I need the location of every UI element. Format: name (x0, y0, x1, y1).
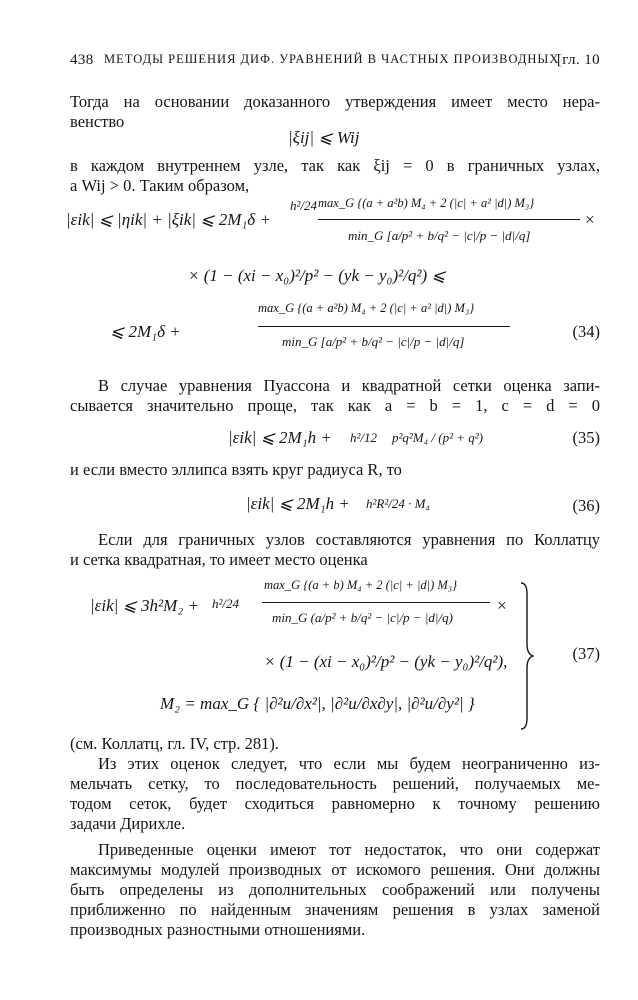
paragraph-line: мельчать сетку, то последовательность решений, получаемых ме- (70, 774, 600, 793)
paragraph-line: и сетка квадратная, то имеет место оценка (70, 550, 368, 569)
eq35-lhs: |εik| ⩽ 2M₁h + (228, 428, 332, 447)
eq34-fraction-bar-2 (258, 326, 510, 327)
page-number: 438 (70, 52, 94, 68)
eq34-denominator-2: min_G [a/p² + b/q² − |c|/p − |d|/q] (282, 334, 465, 349)
paragraph-line: быть определены из дополнительных соображений или получены (70, 880, 600, 899)
eq37-denominator: min_G (a/p² + b/q² − |c|/p − |d|/q) (272, 610, 453, 625)
eq34-numerator-2: max_G {(a + a²b) M₄ + 2 (|c| + a² |d|) M₃} (258, 301, 475, 315)
paragraph-line: венство (70, 112, 125, 131)
paragraph-line: задачи Дирихле. (70, 814, 186, 833)
paragraph-line: Тогда на основании доказанного утверждения имеет место нера- (70, 92, 600, 111)
eq35-coef: h²/12 (350, 430, 378, 445)
chapter-ref: [гл. 10 (556, 52, 600, 68)
paragraph-line: Если для граничных узлов составляются уравнения по Коллатцу (98, 530, 600, 549)
paragraph-line: Приведенные оценки имеют тот недостаток, что они содержат (98, 840, 600, 859)
eq37-coef: h²/24 (212, 596, 240, 611)
eq37-number: (37) (572, 644, 600, 663)
running-title: МЕТОДЫ РЕШЕНИЯ ДИФ. УРАВНЕНИЙ В ЧАСТНЫХ ПРОИЗВОДНЫХ (104, 52, 560, 66)
eq35-number: (35) (572, 428, 600, 447)
eq37-line2: × (1 − (xi − x₀)²/p² − (yk − y₀)²/q²), (264, 652, 508, 671)
paragraph-line: в каждом внутреннем узле, так как ξij = 0 в граничных узлах, (70, 156, 600, 175)
eq34-number: (34) (572, 322, 600, 341)
eq37-lhs: |εik| ⩽ 3h²M₂ + (90, 596, 199, 615)
eq37-fraction-bar (262, 602, 490, 603)
right-brace (520, 582, 534, 730)
eq36-fraction: h²R²/24 · M₄ (366, 496, 430, 511)
eq37-m2: M₂ = max_G { |∂²u/∂x²|, |∂²u/∂x∂y|, |∂²u/∂y²| } (160, 694, 475, 713)
eq37-numerator: max_G {(a + b) M₄ + 2 (|c| + |d|) M₃} (264, 578, 458, 592)
paragraph-line: максимумы модулей производных от искомого решения. Они должны (70, 860, 600, 879)
inequality-xi-w: |ξij| ⩽ Wij (288, 128, 360, 147)
eq34-line2: × (1 − (xi − x₀)²/p² − (yk − y₀)²/q²) ⩽ (188, 266, 446, 285)
eq34-times: × (584, 210, 596, 229)
eq34-denominator: min_G [a/p² + b/q² − |c|/p − |d|/q] (348, 228, 531, 243)
paragraph-line: тодом сеток, будет сходиться равномерно к точному решению (70, 794, 600, 813)
eq34-coef: h²/24 (290, 198, 318, 213)
reference-line: (см. Коллатц, гл. IV, стр. 281). (70, 734, 279, 753)
eq34-fraction-bar (318, 219, 580, 220)
eq34-line3-lhs: ⩽ 2M₁δ + (110, 322, 181, 341)
paragraph-line: сывается значительно проще, так как a = b = 1, c = d = 0 (70, 396, 600, 415)
paragraph-line: производных разностными отношениями. (70, 920, 366, 939)
paragraph-line: Из этих оценок следует, что если мы будем неограниченно из- (98, 754, 600, 773)
eq34-lhs: |εik| ⩽ |ηik| + |ξik| ⩽ 2M₁δ + (66, 210, 271, 229)
eq34-numerator: max_G {(a + a²b) M₄ + 2 (|c| + a² |d|) M₃} (318, 196, 535, 210)
paragraph-line: и если вместо эллипса взять круг радиуса R, то (70, 460, 402, 479)
paragraph-line: приближенно по найденным значениям решения в узлах заменой (70, 900, 600, 919)
eq37-times: × (496, 596, 508, 615)
eq36-lhs: |εik| ⩽ 2M₁h + (246, 494, 350, 513)
paragraph-line: а Wij > 0. Таким образом, (70, 176, 250, 195)
paragraph-line: В случае уравнения Пуассона и квадратной сетки оценка запи- (98, 376, 600, 395)
eq35-fraction: p²q²M₄ / (p² + q²) (392, 430, 483, 445)
eq36-number: (36) (572, 496, 600, 515)
